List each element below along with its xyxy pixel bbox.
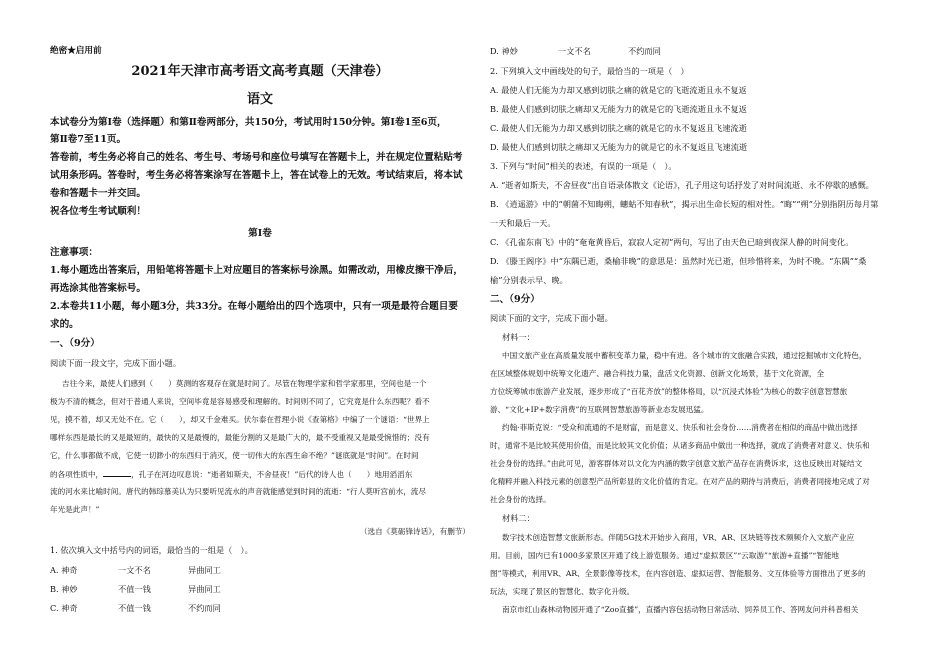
q3-option-a: A. “逝者如斯夫，不舍昼夜”出自语录体散文《论语》，孔子用这句话抒发了对时间流逝、永不停歇的感慨。 bbox=[490, 180, 874, 190]
m1-line-6: 时，通常不是比较其使用价值，而是比较其文化价值；从诸多商品中做出一种选择，就成了消费者对意义、快乐和 bbox=[490, 441, 870, 450]
material-2-label: 材料二： bbox=[502, 513, 535, 523]
q3-option-b-cont: 一天和最后一天。 bbox=[490, 218, 556, 228]
intro-line-4: 试用条形码。答卷时，考生务必将答案涂写在答题卡上，答在试卷上的无效。考试结束后，将本试 bbox=[50, 170, 463, 181]
material-1-label: 材料一： bbox=[502, 332, 535, 342]
passage-line-7: 流的河水来比喻时间。唐代的韩琮慕美认为只要听见流水的声音就能感觉到时间的流逝：“行人莫听宫前水，流尽 bbox=[50, 487, 426, 496]
m2-line-5: 南京市红山森林动物园开通了“Zoo直播”，直播内容包括动物日常活动、饲养员工作、答网友问并科普相关 bbox=[502, 605, 859, 614]
m2-line-2: 用。目前，国内已有1000多家景区开通了线上游览服务。通过“虚拟景区”“云取游”“旅游+直播”“智能地 bbox=[490, 551, 840, 560]
q2-option-d: D. 最使人们感到切肤之痛却又无能为力的就是它的永不复返且飞速流逝 bbox=[490, 142, 748, 152]
notice-line-2: 再选涂其他答案标号。 bbox=[50, 283, 146, 294]
notice-line-4: 求的。 bbox=[50, 319, 79, 330]
m1-line-2: 在区域整体规划中统筹文化遗产、融合科技力量，盘活文化资源、创新文化场景，基于文化资源，全 bbox=[490, 369, 825, 378]
secret-label: 绝密★启用前 bbox=[50, 46, 102, 56]
passage-line-5: 它，什么事都做不成，它使一切渺小的东西归于消灭，使一切伟大的东西生命不绝？”谜底就是“时间”。在时间 bbox=[50, 451, 419, 460]
passage-line-2: 极为不清的概念，但对于普通人来说，空间毕竟是容易感受和理解的。时间则不同了，它究竟是什么东西呢？看不 bbox=[50, 397, 430, 406]
m2-line-4: 玩法，实现了景区的智慧化、数字化升级。 bbox=[490, 587, 635, 596]
q3-option-d: D. 《滕王阁序》中“东隅已逝，桑榆非晚”的意思是：虽然时光已逝，但珍惜将来，为时不晚。“东隅”“桑 bbox=[490, 256, 867, 266]
q1-option-b: B. 神妙 不值一钱 异曲同工 bbox=[50, 584, 221, 594]
q2-option-b: B. 最使人们感到切肤之痛却又无能为力的就是它的飞逝流逝且永不复返 bbox=[490, 104, 747, 114]
exam-title: 2021年天津市高考语文高考真题（天津卷） bbox=[131, 64, 389, 79]
passage-line-1: 吉往今来，最使人们感到（ ）莫测的客观存在就是时间了。尽管在物理学家和哲学家那里，空间也是一个 bbox=[62, 379, 427, 388]
passage-line-8: 年光是此声！” bbox=[50, 505, 100, 514]
m1-line-5: 约翰·菲斯克说：“受众和流通的不是财富，而是意义、快乐和社会身份……消费者在相似的商品中做出选择 bbox=[502, 423, 858, 432]
q3-option-b: B. 《逍遥游》中的“朝菌不知晦朔，蟪蛄不知春秋”，揭示出生命长短的相对性。“晦”“朔”分别指阴历每月第 bbox=[490, 199, 879, 209]
underline-blank bbox=[103, 468, 131, 477]
part1-heading: 第Ⅰ卷 bbox=[248, 228, 272, 239]
question-3: 3. 下列与“时间”相关的表述，有误的一项是（ ）。 bbox=[490, 161, 677, 171]
intro-line-1: 本试卷分为第Ⅰ卷（选择题）和第Ⅱ卷两部分，共150分，考试用时150分钟。第Ⅰ卷1至6页， bbox=[50, 117, 447, 128]
q3-option-c: C. 《孔雀东南飞》中的“奄奄黄昏后，寂寂人定初”两句，写出了由天色已暗到夜深人静的时间变化。 bbox=[490, 237, 854, 247]
passage-line-6 bbox=[50, 468, 412, 480]
notice-line-3: 2.本卷共11小题，每小题3分，共33分。在每小题给出的四个选项中，只有一项是最符合题目要 bbox=[50, 301, 458, 312]
read-instruction-2: 阅读下面的文字，完成下面小题。 bbox=[490, 313, 613, 323]
section1-heading: 一、（9分） bbox=[50, 338, 100, 349]
intro-line-3: 答卷前，考生务必将自己的姓名、考生号、考场号和座位号填写在答题卡上，并在规定位置粘贴考 bbox=[50, 152, 463, 163]
notice-line-1: 1.每小题选出答案后，用铅笔将答题卡上对应题目的答案标号涂黑。如需改动，用橡皮擦干净后， bbox=[50, 265, 463, 276]
question-1: 1. 依次填入文中括号内的词语，最恰当的一组是（ ）。 bbox=[50, 545, 253, 555]
m2-line-1: 数字技术创造智慧文旅新形态。伴随5G技术开始步入商用，VR、AR、区块链等技术频频介入文旅产业应 bbox=[502, 533, 855, 542]
q2-option-c: C. 最使人们无能为力却又感到切肤之痛的就是它的永不复返且飞速流逝 bbox=[490, 123, 747, 133]
q1-option-d: D. 神妙 一文不名 不约而同 bbox=[490, 46, 661, 56]
q2-option-a: A. 最使人们无能为力却又感到切肤之痛的就是它的飞逝流逝且永不复返 bbox=[490, 85, 747, 95]
m1-line-9: 社会身份的选择。 bbox=[490, 495, 551, 504]
passage-source: （选自《莫砺锋诗话》，有删节） bbox=[359, 527, 470, 536]
intro-line-5: 卷和答题卡一并交回。 bbox=[50, 188, 146, 199]
q1-option-a: A. 神奇 一文不名 异曲同工 bbox=[50, 565, 221, 575]
m1-line-4: 游、“文化+IP+数字消费”的互联网智慧旅游等新业态发展迅猛。 bbox=[490, 405, 709, 414]
q3-option-d-cont: 榆”分别表示早、晚。 bbox=[490, 275, 568, 285]
passage-line-3: 见，摸不着，却又无处不在。它（ ），却又千金难买。伏尔泰在哲理小说《查第格》中编了一个谜语：“世界上 bbox=[50, 415, 430, 424]
passage-line-6-start: 的各项性质中， bbox=[50, 470, 104, 479]
m2-line-3: 图”等模式，利用VR、AR、全景影像等技术，在内容创造、虚拟运营、智能服务、文互体验等方面推出了更多的 bbox=[490, 569, 866, 578]
notice-title: 注意事项： bbox=[50, 247, 98, 258]
passage-line-6-end: ，孔子在河边叹息说：“逝者如斯夫，不舍昼夜！”后代的诗人也（ ）地用滔滔东 bbox=[131, 470, 413, 479]
m1-line-1: 中国文旅产业在高质量发展中蓄积变革力量，稳中有进。各个城市的文旅融合实践，通过挖掘城市文化特色， bbox=[502, 351, 867, 360]
intro-line-2: 第Ⅱ卷7至11页。 bbox=[50, 134, 127, 145]
question-2: 2. 下列填入文中画线处的句子，最恰当的一项是（ ） bbox=[490, 66, 689, 76]
m1-line-7: 社会身份的选择。”由此可见，游客群体对以文化为内涵的数字创意文旅产品存在消费诉求，这也反映出对疑结文 bbox=[490, 459, 863, 468]
q1-option-c: C. 神奇 不值一钱 不约而同 bbox=[50, 603, 221, 613]
m1-line-3: 方位统筹城市旅游产业发展，逐步形成了“百花齐放”的整体格局，以“沉浸式体验”为核心的数字创意智慧旅 bbox=[490, 387, 848, 396]
subject-title: 语文 bbox=[246, 92, 273, 107]
section2-heading: 二、（9分） bbox=[490, 294, 540, 305]
m1-line-8: 化精粹并融入科技元素的创意型产品所彰显的文化价值的肯定。在对产品的期待与消费后，消费者同接地完成了对 bbox=[490, 477, 870, 486]
intro-line-6: 祝各位考生考试顺利！ bbox=[50, 206, 146, 217]
read-instruction: 阅读下面一段文字，完成下面小题。 bbox=[50, 358, 182, 368]
passage-line-4: 哪样东西是最长的又是最短的，最快的又是最慢的，最能分割的又是最广大的，最不受重视又是最受惋惜的；没有 bbox=[50, 433, 430, 442]
